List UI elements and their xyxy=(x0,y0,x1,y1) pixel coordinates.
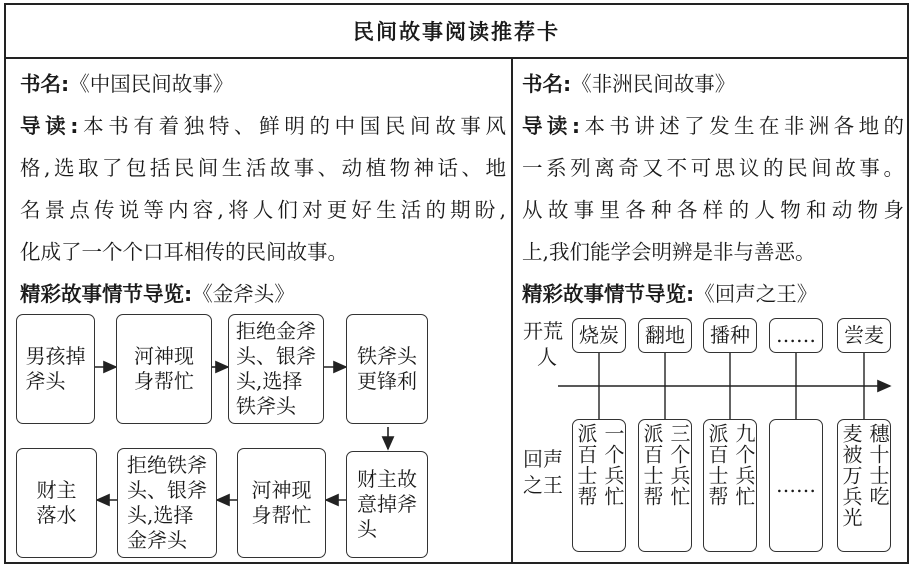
flow-step-choose-iron-axe: 拒绝金斧 头、银斧 头,选择 铁斧头 xyxy=(228,314,324,424)
right-plot-label: 精彩故事情节导览: xyxy=(522,282,695,306)
echo-response-100-soldiers: 派百士帮 一个兵忙 xyxy=(572,419,626,552)
echo-response-wheat-eaten: 麦被万兵光 穗十士吃 xyxy=(837,419,891,552)
flow-step-choose-gold-axe: 拒绝铁斧 头、银斧 头,选择 金斧头 xyxy=(117,448,217,558)
left-plot-label: 精彩故事情节导览: xyxy=(20,282,193,306)
left-intro-line: 名景点传说等内容,将人们对更好生活的期盼, xyxy=(20,198,506,222)
flow-step-river-god-helps: 河神现 身帮忙 xyxy=(116,314,212,424)
left-book-label: 书名: xyxy=(20,72,70,96)
echo-king-label: 回声 之王 xyxy=(523,447,563,497)
pioneer-step-sow: 播种 xyxy=(703,318,757,353)
echo-response-900-soldiers: 派百士帮 九个兵忙 xyxy=(703,419,757,552)
left-plot-story: 《金斧头》 xyxy=(192,282,295,306)
recommendation-card xyxy=(4,3,909,564)
left-intro-line: 化成了一个个口耳相传的民间故事。 xyxy=(20,240,348,264)
right-intro-line: 从故事里各种各样的人物和动物身 xyxy=(522,198,904,222)
right-book-label: 书名: xyxy=(522,72,572,96)
flow-step-iron-axe-sharper: 铁斧头 更锋利 xyxy=(346,314,428,424)
left-book-name: 《中国民间故事》 xyxy=(69,72,234,96)
echo-response-ellipsis: …… xyxy=(769,419,823,552)
flow-step-rich-man-drops-axe: 财主故 意掉斧 头 xyxy=(346,451,428,558)
right-intro-label: 导读: xyxy=(522,114,581,138)
left-intro-label: 导读: xyxy=(20,114,79,138)
flow-step-river-god-helps-2: 河神现 身帮忙 xyxy=(237,448,326,558)
right-intro-line: 上,我们能学会明辨是非与善恶。 xyxy=(522,240,816,264)
right-timeline xyxy=(6,5,907,562)
pioneer-label: 开荒 人 xyxy=(523,319,563,369)
right-intro-text: 本书讲述了发生在非洲各地的 xyxy=(580,114,904,138)
right-intro-line: 一系列离奇又不可思议的民间故事。 xyxy=(522,156,904,180)
flow-step-rich-man-falls: 财主 落水 xyxy=(16,448,97,558)
pioneer-step-plow: 翻地 xyxy=(638,318,692,353)
right-plot-story: 《回声之王》 xyxy=(694,282,818,306)
right-book-name: 《非洲民间故事》 xyxy=(571,72,736,96)
pioneer-step-burn-charcoal: 烧炭 xyxy=(572,318,626,353)
left-intro-line: 格,选取了包括民间生活故事、动植物神话、地 xyxy=(20,156,506,180)
pioneer-step-ellipsis: …… xyxy=(769,318,823,353)
echo-response-300-soldiers: 派百士帮 三个兵忙 xyxy=(638,419,692,552)
pioneer-step-taste-wheat: 尝麦 xyxy=(837,318,891,353)
flow-step-boy-drops-axe: 男孩掉 斧头 xyxy=(16,314,95,424)
card-title: 民间故事阅读推荐卡 xyxy=(6,5,907,59)
left-intro-text: 本书有着独特、鲜明的中国民间故事风 xyxy=(78,114,506,138)
